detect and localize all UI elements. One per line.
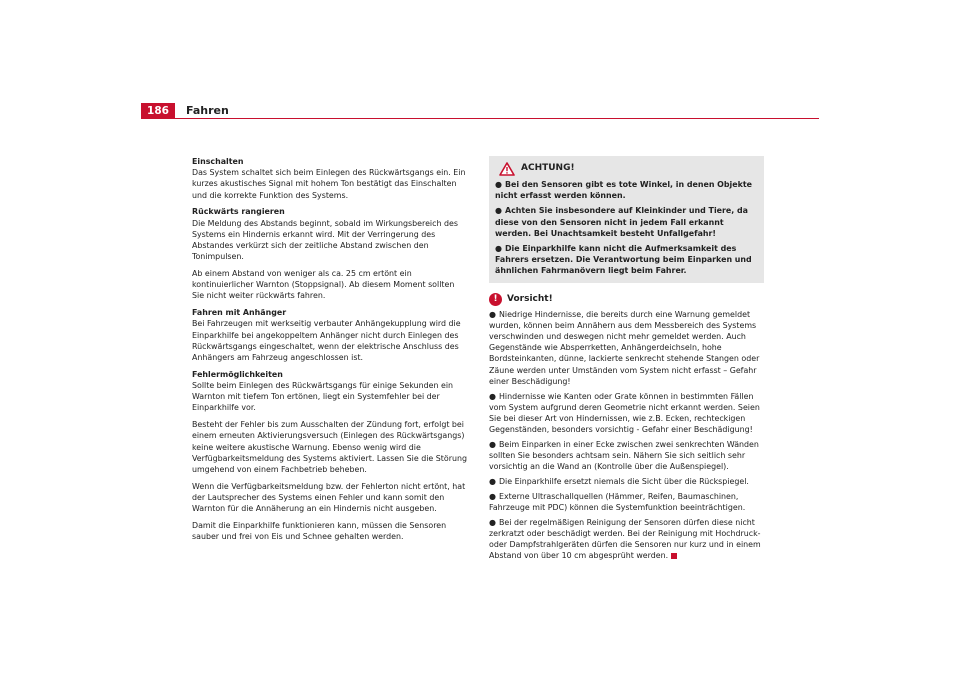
bullet-icon: ● <box>489 439 496 449</box>
end-of-section-icon <box>671 553 677 559</box>
section-title: Fahren <box>186 104 229 117</box>
paragraph: Bei Fahrzeugen mit werkseitig verbauter Anhängekupplung wird die Einparkhilfe bei angekoppeltem Anhänger nicht durch Einlegen des Rückwärtsgangs eingeschaltet, wenn der elektrische Anschluss des Anhängers am Fahrzeug angeschlossen ist. <box>192 319 461 363</box>
warning-item: ● Achten Sie insbesondere auf Kleinkinder und Tiere, da diese von den Sensoren nicht in jedem Fall erkannt werden. Bei Unachtsamkeit besteht Unfallgefahr! <box>495 206 748 238</box>
header-rule <box>141 118 819 119</box>
left-column <box>192 156 467 548</box>
caution-item: ● Die Einparkhilfe ersetzt niemals die Sicht über die Rückspiegel. <box>489 476 749 486</box>
caution-item: ● Beim Einparken in einer Ecke zwischen zwei senkrechten Wänden sollten Sie besonders achtsam sein. Nähern Sie sich seitlich sehr vorsichtig an die Wand an (Kontrolle über die Außenspiegel). <box>489 439 759 472</box>
caution-header <box>489 293 764 306</box>
caution-item: ● Bei der regelmäßigen Reinigung der Sensoren dürfen diese nicht zerkratzt oder beschädigt werden. Bei der Reinigung mit Hochdruck- oder Dampfstrahlgeräten dürfen die Sensoren nur kurz und in einem Abstand von über 10 cm abgesprüht werden. <box>489 517 761 561</box>
paragraph: Die Meldung des Abstands beginnt, sobald im Wirkungsbereich des Systems ein Hindernis erkannt wird. Mit der Verringerung des Abstandes verkürzt sich der zeitliche Abstand zwischen den Tonimpulsen. <box>192 218 458 262</box>
caution-item: ● Externe Ultraschallquellen (Hämmer, Reifen, Baumaschinen, Fahrzeuge mit PDC) können die Systemfunktion beeinträchtigen. <box>489 491 746 512</box>
warning-item: ● Bei den Sensoren gibt es tote Winkel, in denen Objekte nicht erfasst werden können. <box>495 180 752 201</box>
warning-triangle-icon <box>499 162 515 176</box>
bullet-icon: ● <box>495 206 502 216</box>
caution-item: ● Hindernisse wie Kanten oder Grate können in bestimmten Fällen vom System aufgrund deren Geometrie nicht erkannt werden. Seien Sie bei dieser Art von Hindernissen, wie z.B. Ecken, rechteckigen Gegenständen, besonders vorsichtig - Gefahr einer Beschädigung! <box>489 391 760 435</box>
paragraph: Ab einem Abstand von weniger als ca. 25 cm ertönt ein kontinuierlicher Warnton (Stoppsignal). Ab diesem Moment sollten Sie nicht weiter rückwärts fahren. <box>192 269 455 301</box>
warning-header <box>495 162 758 176</box>
paragraph: Das System schaltet sich beim Einlegen des Rückwärtsgangs ein. Ein kurzes akustisches Signal mit hohem Ton bestätigt das Einschalten und die korrekte Funktion des Systems. <box>192 168 466 200</box>
warning-item: ● Die Einparkhilfe kann nicht die Aufmerksamkeit des Fahrers ersetzen. Die Verantwortung beim Einparken und ähnlichen Fahrmanövern liegt beim Fahrer. <box>495 244 752 276</box>
heading-rueckwaerts: Rückwärts rangieren <box>192 207 285 217</box>
paragraph: Besteht der Fehler bis zum Ausschalten der Zündung fort, erfolgt bei einem erneuten Aktivierungsversuch (Einlegen des Rückwärtsgangs) keine weitere akustische Warnung. Ebenso wenig wird die Verfügbarkeitsmeldung des Systems aktiviert. Lassen Sie die Störung umgehend von einem Fachbetrieb beheben. <box>192 420 467 475</box>
page-number: 186 <box>141 103 175 119</box>
heading-anhaenger: Fahren mit Anhänger <box>192 308 287 318</box>
bullet-icon: ● <box>495 244 502 254</box>
warning-box <box>489 156 764 283</box>
caution-title: Vorsicht! <box>507 293 553 304</box>
bullet-icon: ● <box>489 491 496 501</box>
paragraph: Wenn die Verfügbarkeitsmeldung bzw. der Fehlerton nicht ertönt, hat der Lautsprecher des Systems einen Fehler und kann somit den Warnton für die Annäherung an ein Hindernis nicht ausgeben. <box>192 481 466 514</box>
heading-fehler: Fehlermöglichkeiten <box>192 369 283 379</box>
right-column <box>489 156 764 565</box>
heading-einschalten: Einschalten <box>192 157 244 166</box>
bullet-icon: ● <box>489 517 496 527</box>
exclamation-circle-icon: ! <box>489 293 502 306</box>
warning-title: ACHTUNG! <box>521 163 575 174</box>
bullet-icon: ● <box>489 476 496 486</box>
bullet-icon: ● <box>489 391 496 401</box>
paragraph: Damit die Einparkhilfe funktionieren kann, müssen die Sensoren sauber und frei von Eis und Schnee gehalten werden. <box>192 521 447 542</box>
bullet-icon: ● <box>489 309 496 319</box>
paragraph: Sollte beim Einlegen des Rückwärtsgangs für einige Sekunden ein Warnton mit tiefem Ton ertönen, liegt ein Systemfehler bei der Einparkhilfe vor. <box>192 381 454 413</box>
bullet-icon: ● <box>495 180 502 189</box>
caution-item: ● Niedrige Hindernisse, die bereits durch eine Warnung gemeldet wurden, können beim Annähern aus dem Messbereich des Systems verschwinden und deswegen nicht mehr gemeldet werden. Auch Gegenstände wie Absperrketten, Anhängerdeichseln, hohe Bordsteinkanten, dünne, lackierte senkrecht stehende Stangen oder Zäune werden unter Umständen vom System nicht erfasst – Gefahr einer Beschädigung! <box>489 309 760 386</box>
